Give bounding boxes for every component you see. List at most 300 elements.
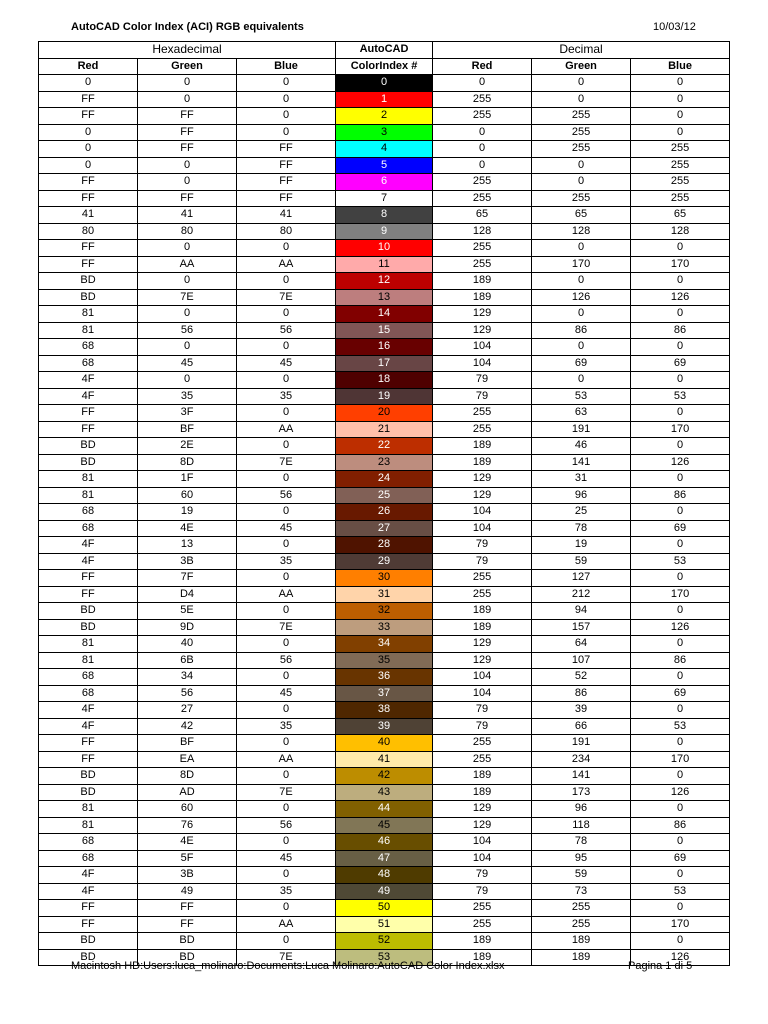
cell-hex-blue: 0 [237, 570, 336, 587]
cell-dec-green: 96 [532, 801, 631, 818]
cell-dec-blue: 0 [631, 933, 730, 950]
cell-dec-red: 189 [433, 603, 532, 620]
cell-hex-green: 56 [138, 322, 237, 339]
cell-dec-red: 0 [433, 157, 532, 174]
cell-color-index: 8 [336, 207, 433, 224]
cell-dec-green: 0 [532, 157, 631, 174]
table-row [39, 75, 730, 92]
cell-hex-green: FF [138, 900, 237, 917]
cell-dec-blue: 126 [631, 289, 730, 306]
cell-dec-green: 0 [532, 75, 631, 92]
cell-hex-green: 0 [138, 339, 237, 356]
cell-hex-red: 81 [39, 636, 138, 653]
cell-hex-red: 81 [39, 306, 138, 323]
table-row [39, 240, 730, 257]
col-dec-green: Green [532, 58, 631, 75]
cell-dec-blue: 170 [631, 751, 730, 768]
cell-hex-blue: 0 [237, 108, 336, 125]
cell-dec-green: 255 [532, 141, 631, 158]
cell-dec-green: 255 [532, 916, 631, 933]
cell-hex-green: 80 [138, 223, 237, 240]
cell-hex-blue: 0 [237, 124, 336, 141]
cell-color-index: 36 [336, 669, 433, 686]
table-row [39, 322, 730, 339]
cell-hex-red: 68 [39, 850, 138, 867]
cell-hex-red: BD [39, 438, 138, 455]
cell-hex-blue: 7E [237, 619, 336, 636]
cell-dec-blue: 86 [631, 652, 730, 669]
cell-hex-blue: 0 [237, 801, 336, 818]
cell-hex-blue: FF [237, 141, 336, 158]
cell-hex-red: BD [39, 949, 138, 966]
cell-color-index: 5 [336, 157, 433, 174]
cell-hex-blue: 0 [237, 372, 336, 389]
cell-dec-blue: 53 [631, 718, 730, 735]
cell-dec-red: 129 [433, 801, 532, 818]
cell-hex-blue: 0 [237, 438, 336, 455]
cell-dec-green: 141 [532, 454, 631, 471]
cell-hex-red: 4F [39, 553, 138, 570]
cell-hex-green: 19 [138, 504, 237, 521]
cell-color-index: 21 [336, 421, 433, 438]
cell-dec-blue: 0 [631, 867, 730, 884]
cell-hex-blue: 0 [237, 603, 336, 620]
cell-hex-green: 0 [138, 273, 237, 290]
table-row [39, 124, 730, 141]
cell-hex-red: FF [39, 751, 138, 768]
cell-color-index: 10 [336, 240, 433, 257]
cell-hex-red: 68 [39, 669, 138, 686]
cell-hex-red: FF [39, 916, 138, 933]
table-row [39, 883, 730, 900]
table-row [39, 900, 730, 917]
cell-hex-green: 0 [138, 75, 237, 92]
cell-dec-red: 129 [433, 487, 532, 504]
cell-hex-red: 81 [39, 471, 138, 488]
cell-color-index: 14 [336, 306, 433, 323]
cell-dec-blue: 126 [631, 784, 730, 801]
group-header-row [39, 42, 730, 59]
cell-dec-red: 79 [433, 388, 532, 405]
cell-hex-green: 49 [138, 883, 237, 900]
cell-dec-green: 0 [532, 240, 631, 257]
cell-dec-blue: 0 [631, 537, 730, 554]
table-row [39, 735, 730, 752]
cell-dec-red: 189 [433, 933, 532, 950]
table-row [39, 603, 730, 620]
cell-dec-green: 212 [532, 586, 631, 603]
cell-hex-green: 45 [138, 355, 237, 372]
cell-dec-red: 189 [433, 454, 532, 471]
cell-dec-green: 59 [532, 553, 631, 570]
cell-hex-blue: 0 [237, 240, 336, 257]
cell-dec-blue: 69 [631, 520, 730, 537]
cell-dec-green: 118 [532, 817, 631, 834]
table-row [39, 850, 730, 867]
cell-hex-red: BD [39, 273, 138, 290]
table-row [39, 339, 730, 356]
cell-dec-red: 0 [433, 124, 532, 141]
cell-dec-green: 63 [532, 405, 631, 422]
cell-hex-blue: 0 [237, 471, 336, 488]
cell-dec-blue: 0 [631, 372, 730, 389]
cell-hex-red: FF [39, 570, 138, 587]
page-date: 10/03/12 [653, 21, 696, 33]
cell-dec-red: 129 [433, 471, 532, 488]
cell-color-index: 12 [336, 273, 433, 290]
cell-dec-red: 129 [433, 322, 532, 339]
cell-dec-blue: 0 [631, 124, 730, 141]
cell-dec-green: 96 [532, 487, 631, 504]
table-row [39, 520, 730, 537]
cell-hex-red: 4F [39, 372, 138, 389]
cell-dec-red: 79 [433, 718, 532, 735]
cell-color-index: 52 [336, 933, 433, 950]
aci-color-table [38, 41, 730, 966]
cell-hex-blue: 0 [237, 405, 336, 422]
cell-hex-blue: 0 [237, 306, 336, 323]
cell-dec-red: 189 [433, 768, 532, 785]
cell-hex-green: FF [138, 108, 237, 125]
table-row [39, 405, 730, 422]
cell-hex-red: 68 [39, 834, 138, 851]
cell-hex-blue: 35 [237, 718, 336, 735]
cell-color-index: 45 [336, 817, 433, 834]
table-row [39, 141, 730, 158]
cell-dec-red: 79 [433, 553, 532, 570]
cell-hex-red: 81 [39, 817, 138, 834]
cell-color-index: 23 [336, 454, 433, 471]
table-row [39, 867, 730, 884]
table-row [39, 256, 730, 273]
cell-dec-red: 255 [433, 421, 532, 438]
cell-hex-red: 68 [39, 339, 138, 356]
cell-dec-red: 129 [433, 652, 532, 669]
table-row [39, 718, 730, 735]
table-row [39, 933, 730, 950]
cell-dec-green: 65 [532, 207, 631, 224]
cell-hex-green: BD [138, 949, 237, 966]
cell-hex-green: 0 [138, 157, 237, 174]
cell-dec-blue: 0 [631, 801, 730, 818]
cell-dec-blue: 53 [631, 388, 730, 405]
cell-dec-green: 127 [532, 570, 631, 587]
cell-hex-red: FF [39, 190, 138, 207]
cell-hex-green: 8D [138, 768, 237, 785]
cell-hex-red: FF [39, 174, 138, 191]
cell-hex-blue: 7E [237, 949, 336, 966]
cell-dec-blue: 0 [631, 339, 730, 356]
cell-hex-green: 34 [138, 669, 237, 686]
cell-dec-red: 255 [433, 405, 532, 422]
table-row [39, 768, 730, 785]
cell-dec-red: 255 [433, 735, 532, 752]
cell-hex-green: 0 [138, 306, 237, 323]
table-row [39, 570, 730, 587]
cell-hex-green: 0 [138, 174, 237, 191]
cell-dec-red: 65 [433, 207, 532, 224]
cell-dec-blue: 0 [631, 834, 730, 851]
table-row [39, 438, 730, 455]
table-row [39, 504, 730, 521]
cell-color-index: 43 [336, 784, 433, 801]
cell-hex-green: FF [138, 190, 237, 207]
cell-dec-green: 64 [532, 636, 631, 653]
cell-hex-blue: 7E [237, 784, 336, 801]
cell-hex-green: BF [138, 735, 237, 752]
cell-dec-blue: 170 [631, 916, 730, 933]
cell-hex-blue: 0 [237, 867, 336, 884]
cell-dec-blue: 0 [631, 702, 730, 719]
cell-hex-red: BD [39, 289, 138, 306]
cell-hex-blue: FF [237, 190, 336, 207]
cell-color-index: 28 [336, 537, 433, 554]
table-row [39, 454, 730, 471]
footer-page-number: Pagina 1 di 5 [628, 960, 693, 972]
cell-hex-blue: 0 [237, 669, 336, 686]
cell-color-index: 40 [336, 735, 433, 752]
cell-hex-red: 81 [39, 487, 138, 504]
cell-dec-green: 69 [532, 355, 631, 372]
table-row [39, 273, 730, 290]
cell-dec-red: 189 [433, 619, 532, 636]
cell-hex-green: BD [138, 933, 237, 950]
cell-hex-red: 0 [39, 141, 138, 158]
cell-dec-red: 104 [433, 669, 532, 686]
cell-dec-blue: 126 [631, 454, 730, 471]
cell-hex-green: 13 [138, 537, 237, 554]
cell-dec-red: 255 [433, 751, 532, 768]
cell-hex-blue: 0 [237, 636, 336, 653]
cell-hex-red: 68 [39, 685, 138, 702]
cell-hex-green: 7F [138, 570, 237, 587]
cell-dec-red: 129 [433, 306, 532, 323]
cell-hex-green: FF [138, 141, 237, 158]
cell-hex-red: FF [39, 735, 138, 752]
cell-dec-red: 255 [433, 108, 532, 125]
cell-hex-green: 35 [138, 388, 237, 405]
cell-dec-red: 255 [433, 256, 532, 273]
cell-dec-red: 104 [433, 520, 532, 537]
cell-dec-blue: 128 [631, 223, 730, 240]
cell-dec-blue: 0 [631, 669, 730, 686]
cell-dec-red: 189 [433, 273, 532, 290]
cell-hex-blue: 0 [237, 273, 336, 290]
cell-hex-red: 4F [39, 537, 138, 554]
cell-color-index: 49 [336, 883, 433, 900]
cell-dec-green: 189 [532, 933, 631, 950]
cell-hex-red: FF [39, 421, 138, 438]
cell-hex-red: 41 [39, 207, 138, 224]
cell-dec-blue: 69 [631, 685, 730, 702]
group-header-hex: Hexadecimal [39, 42, 336, 59]
cell-hex-green: AD [138, 784, 237, 801]
cell-dec-blue: 65 [631, 207, 730, 224]
cell-color-index: 48 [336, 867, 433, 884]
cell-color-index: 19 [336, 388, 433, 405]
cell-hex-blue: 7E [237, 289, 336, 306]
cell-hex-blue: 56 [237, 322, 336, 339]
cell-dec-red: 104 [433, 850, 532, 867]
cell-dec-green: 173 [532, 784, 631, 801]
cell-hex-green: 76 [138, 817, 237, 834]
cell-hex-red: 81 [39, 322, 138, 339]
cell-color-index: 4 [336, 141, 433, 158]
cell-dec-blue: 170 [631, 256, 730, 273]
table-row [39, 289, 730, 306]
cell-dec-blue: 0 [631, 636, 730, 653]
cell-hex-blue: 0 [237, 339, 336, 356]
cell-hex-green: 41 [138, 207, 237, 224]
cell-dec-green: 189 [532, 949, 631, 966]
cell-hex-green: 0 [138, 91, 237, 108]
cell-hex-green: 60 [138, 487, 237, 504]
cell-hex-green: 4E [138, 520, 237, 537]
cell-hex-blue: 0 [237, 75, 336, 92]
cell-dec-blue: 0 [631, 504, 730, 521]
cell-hex-green: 3B [138, 553, 237, 570]
cell-color-index: 33 [336, 619, 433, 636]
cell-dec-blue: 69 [631, 850, 730, 867]
table-row [39, 355, 730, 372]
cell-hex-blue: 0 [237, 900, 336, 917]
cell-color-index: 29 [336, 553, 433, 570]
cell-hex-red: 0 [39, 124, 138, 141]
cell-color-index: 31 [336, 586, 433, 603]
cell-dec-red: 189 [433, 438, 532, 455]
table-row [39, 372, 730, 389]
cell-hex-green: 42 [138, 718, 237, 735]
cell-hex-green: 9D [138, 619, 237, 636]
footer-file-path: Macintosh HD:Users:luca_molinaro:Documents:Luca Molinaro:AutoCAD Color Index.xlsx [71, 960, 505, 972]
cell-hex-blue: 56 [237, 652, 336, 669]
cell-color-index: 42 [336, 768, 433, 785]
table-row [39, 751, 730, 768]
cell-hex-green: 3F [138, 405, 237, 422]
cell-hex-green: 0 [138, 372, 237, 389]
cell-dec-green: 0 [532, 339, 631, 356]
cell-color-index: 34 [336, 636, 433, 653]
cell-dec-green: 0 [532, 372, 631, 389]
cell-dec-blue: 0 [631, 603, 730, 620]
cell-color-index: 39 [336, 718, 433, 735]
cell-dec-green: 255 [532, 108, 631, 125]
page-title: AutoCAD Color Index (ACI) RGB equivalents [71, 21, 304, 33]
cell-hex-blue: 45 [237, 850, 336, 867]
cell-dec-blue: 86 [631, 817, 730, 834]
cell-dec-green: 170 [532, 256, 631, 273]
cell-hex-green: FF [138, 124, 237, 141]
cell-hex-blue: AA [237, 256, 336, 273]
cell-dec-red: 79 [433, 883, 532, 900]
cell-dec-red: 129 [433, 817, 532, 834]
cell-hex-blue: 7E [237, 454, 336, 471]
cell-color-index: 9 [336, 223, 433, 240]
cell-dec-blue: 0 [631, 735, 730, 752]
cell-hex-red: 81 [39, 801, 138, 818]
cell-hex-green: 1F [138, 471, 237, 488]
cell-hex-red: BD [39, 933, 138, 950]
cell-hex-red: 81 [39, 652, 138, 669]
cell-hex-blue: 56 [237, 487, 336, 504]
cell-dec-green: 73 [532, 883, 631, 900]
cell-hex-green: 8D [138, 454, 237, 471]
table-row [39, 702, 730, 719]
cell-dec-red: 104 [433, 685, 532, 702]
cell-hex-red: 4F [39, 883, 138, 900]
cell-hex-green: FF [138, 916, 237, 933]
cell-dec-red: 255 [433, 240, 532, 257]
cell-color-index: 35 [336, 652, 433, 669]
cell-hex-red: 4F [39, 702, 138, 719]
cell-dec-green: 66 [532, 718, 631, 735]
cell-dec-blue: 0 [631, 108, 730, 125]
cell-dec-green: 52 [532, 669, 631, 686]
cell-hex-blue: 0 [237, 933, 336, 950]
cell-dec-green: 0 [532, 306, 631, 323]
table-row [39, 91, 730, 108]
cell-dec-blue: 255 [631, 190, 730, 207]
cell-hex-blue: AA [237, 421, 336, 438]
cell-color-index: 27 [336, 520, 433, 537]
cell-hex-blue: 56 [237, 817, 336, 834]
cell-hex-green: 5E [138, 603, 237, 620]
cell-hex-blue: 80 [237, 223, 336, 240]
cell-dec-blue: 0 [631, 900, 730, 917]
cell-dec-green: 39 [532, 702, 631, 719]
cell-dec-green: 86 [532, 685, 631, 702]
cell-hex-red: 68 [39, 520, 138, 537]
cell-dec-red: 255 [433, 174, 532, 191]
cell-dec-red: 255 [433, 916, 532, 933]
cell-hex-blue: AA [237, 916, 336, 933]
cell-dec-blue: 0 [631, 471, 730, 488]
cell-hex-red: FF [39, 108, 138, 125]
cell-hex-red: FF [39, 256, 138, 273]
cell-hex-blue: FF [237, 157, 336, 174]
cell-color-index: 38 [336, 702, 433, 719]
cell-dec-blue: 69 [631, 355, 730, 372]
cell-dec-green: 46 [532, 438, 631, 455]
cell-color-index: 37 [336, 685, 433, 702]
group-header-dec: Decimal [433, 42, 730, 59]
cell-hex-red: 4F [39, 867, 138, 884]
cell-hex-blue: 0 [237, 91, 336, 108]
cell-hex-red: 0 [39, 75, 138, 92]
table-row [39, 619, 730, 636]
cell-color-index: 18 [336, 372, 433, 389]
col-color-index: ColorIndex # [336, 58, 433, 75]
cell-dec-blue: 255 [631, 157, 730, 174]
table-row [39, 916, 730, 933]
group-header-aci: AutoCAD [336, 42, 433, 59]
table-row [39, 669, 730, 686]
cell-hex-green: BF [138, 421, 237, 438]
cell-dec-red: 0 [433, 75, 532, 92]
cell-dec-red: 79 [433, 537, 532, 554]
cell-dec-red: 79 [433, 867, 532, 884]
cell-hex-green: 6B [138, 652, 237, 669]
cell-dec-blue: 0 [631, 306, 730, 323]
cell-hex-green: 7E [138, 289, 237, 306]
cell-hex-green: 5F [138, 850, 237, 867]
cell-dec-green: 107 [532, 652, 631, 669]
cell-dec-red: 104 [433, 355, 532, 372]
cell-dec-green: 78 [532, 520, 631, 537]
cell-hex-blue: 0 [237, 537, 336, 554]
cell-dec-blue: 255 [631, 141, 730, 158]
cell-hex-red: 4F [39, 718, 138, 735]
